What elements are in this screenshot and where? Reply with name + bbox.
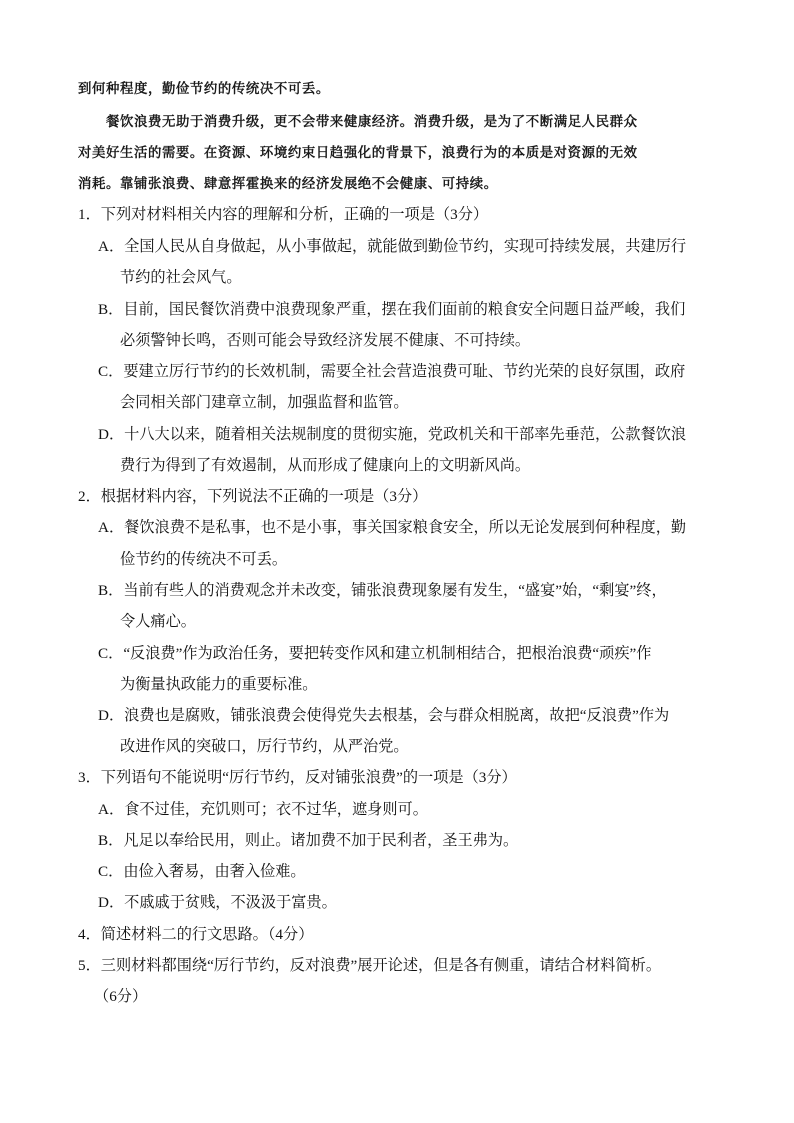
question-1-stem: 1．下列对材料相关内容的理解和分析，正确的一项是（3分）: [78, 206, 489, 223]
question-3-option-d: D．不戚戚于贫贱，不汲汲于富贵。: [98, 894, 337, 911]
question-4-stem: 4．简述材料二的行文思路。（4分）: [78, 926, 314, 943]
question-3-option-c: C．由俭入奢易，由奢入俭难。: [98, 863, 306, 880]
question-1-option-c-cont: 会同相关部门建章立制，加强监督和监管。: [120, 394, 409, 411]
passage-line: 消耗。靠铺张浪费、肆意挥霍换来的经济发展绝不会健康、可持续。: [78, 176, 498, 192]
question-3-stem: 3．下列语句不能说明“厉行节约，反对铺张浪费”的一项是（3分）: [78, 769, 517, 786]
question-1-option-b: B．目前，国民餐饮消费中浪费现象严重，摆在我们面前的粮食安全问题日益严峻，我们: [98, 301, 686, 318]
question-2-stem: 2．根据材料内容，下列说法不正确的一项是（3分）: [78, 488, 428, 505]
question-2-option-b: B．当前有些人的消费观念并未改变，铺张浪费现象屡有发生，“盛宴”始，“剩宴”终，: [98, 582, 667, 599]
question-1-option-d-cont: 费行为得到了有效遏制，从而形成了健康向上的文明新风尚。: [120, 457, 531, 474]
question-2-option-d-cont: 改进作风的突破口，厉行节约，从严治党。: [120, 738, 409, 755]
question-2-option-d: D．浪费也是腐败，铺张浪费会使得党失去根基，会与群众相脱离，故把“反浪费”作为: [98, 707, 670, 724]
question-5-stem-cont: （6分）: [94, 988, 148, 1005]
passage-line: 对美好生活的需要。在资源、环境约束日趋强化的背景下，浪费行为的本质是对资源的无效: [78, 145, 638, 161]
question-2-option-b-cont: 令人痛心。: [120, 613, 196, 630]
question-1-option-a: A．全国人民从自身做起，从小事做起，就能做到勤俭节约，实现可持续发展，共建厉行: [98, 238, 687, 255]
question-2-option-a-cont: 俭节约的传统决不可丢。: [120, 551, 288, 568]
question-3-option-a: A．食不过佳，充饥则可；衣不过华，遮身则可。: [98, 801, 428, 818]
question-5-stem: 5．三则材料都围绕“厉行节约，反对浪费”展开论述，但是各有侧重，请结合材料简析。: [78, 957, 662, 974]
question-1-option-b-cont: 必须警钟长鸣，否则可能会导致经济发展不健康、不可持续。: [120, 332, 531, 349]
question-2-option-c: C．“反浪费”作为政治任务，要把转变作风和建立机制相结合，把根治浪费“顽疾”作: [98, 645, 652, 662]
passage-line: 到何种程度，勤俭节约的传统决不可丢。: [78, 81, 330, 97]
passage-paragraph-start: 餐饮浪费无助于消费升级，更不会带来健康经济。消费升级，是为了不断满足人民群众: [106, 114, 638, 130]
question-2-option-a: A．餐饮浪费不是私事，也不是小事，事关国家粮食安全，所以无论发展到何种程度，勤: [98, 519, 687, 536]
question-1-option-d: D．十八大以来，随着相关法规制度的贯彻实施，党政机关和干部率先垂范，公款餐饮浪: [98, 426, 687, 443]
question-1-option-a-cont: 节约的社会风气。: [120, 269, 242, 286]
question-2-option-c-cont: 为衡量执政能力的重要标准。: [120, 676, 318, 693]
question-3-option-b: B．凡足以奉给民用，则止。诸加费不加于民利者，圣王弗为。: [98, 832, 519, 849]
question-1-option-c: C．要建立厉行节约的长效机制，需要全社会营造浪费可耻、节约光荣的良好氛围，政府: [98, 363, 686, 380]
